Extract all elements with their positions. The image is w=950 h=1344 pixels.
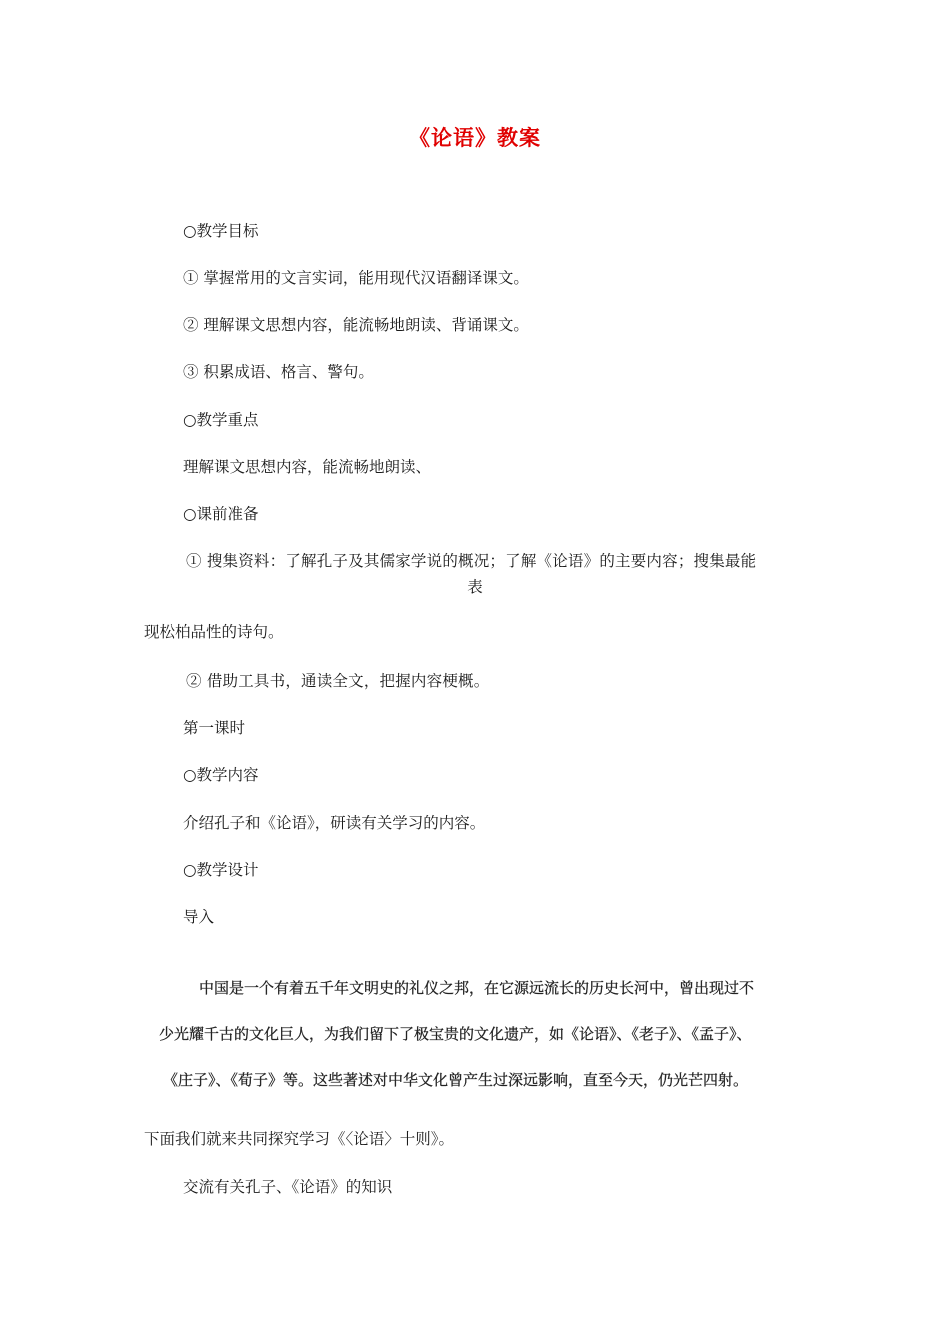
content-text: 介绍孔子和《论语》，研读有关学习的内容。 xyxy=(183,814,486,832)
study-invitation: 下面我们就来共同探究学习《〈论语〉十则》。 xyxy=(144,1130,455,1148)
goal-item-1: ① 掌握常用的文言实词，能用现代汉语翻译课文。 xyxy=(183,269,529,287)
intro-paragraph-line-1: 中国是一个有着五千年文明史的礼仪之邦，在它源远流长的历史长河中，曾出现过不 xyxy=(199,979,755,997)
lesson-heading: 第一课时 xyxy=(183,719,246,737)
document-title: 《论语》教案 xyxy=(409,126,541,150)
section-heading-content: ○教学内容 xyxy=(183,766,259,784)
preparation-item-1-wrap: 表 xyxy=(467,578,483,596)
preparation-item-1-continued: 现松柏品性的诗句。 xyxy=(144,623,284,641)
intro-heading: 导入 xyxy=(183,908,215,926)
intro-paragraph-line-3: 《庄子》、《荀子》等。这些著述对中华文化曾产生过深远影响，直至今天，仍光芒四射。 xyxy=(163,1071,749,1089)
section-heading-design: ○教学设计 xyxy=(183,861,259,879)
preparation-item-1: ① 搜集资料：了解孔子及其儒家学说的概况；了解《论语》的主要内容；搜集最能 xyxy=(186,552,757,570)
preparation-item-2: ② 借助工具书，通读全文，把握内容梗概。 xyxy=(186,672,490,690)
discussion-heading: 交流有关孔子、《论语》的知识 xyxy=(183,1178,393,1196)
goal-item-2: ② 理解课文思想内容，能流畅地朗读、背诵课文。 xyxy=(183,316,529,334)
focus-text: 理解课文思想内容，能流畅地朗读、 xyxy=(183,458,432,476)
section-heading-focus: ○教学重点 xyxy=(183,411,259,429)
intro-paragraph-line-2: 少光耀千古的文化巨人，为我们留下了极宝贵的文化遗产，如《论语》、《老子》、《孟子》、 xyxy=(159,1025,752,1043)
section-heading-goals: ○教学目标 xyxy=(183,222,259,240)
goal-item-3: ③ 积累成语、格言、警句。 xyxy=(183,363,374,381)
section-heading-preparation: ○课前准备 xyxy=(183,505,259,523)
